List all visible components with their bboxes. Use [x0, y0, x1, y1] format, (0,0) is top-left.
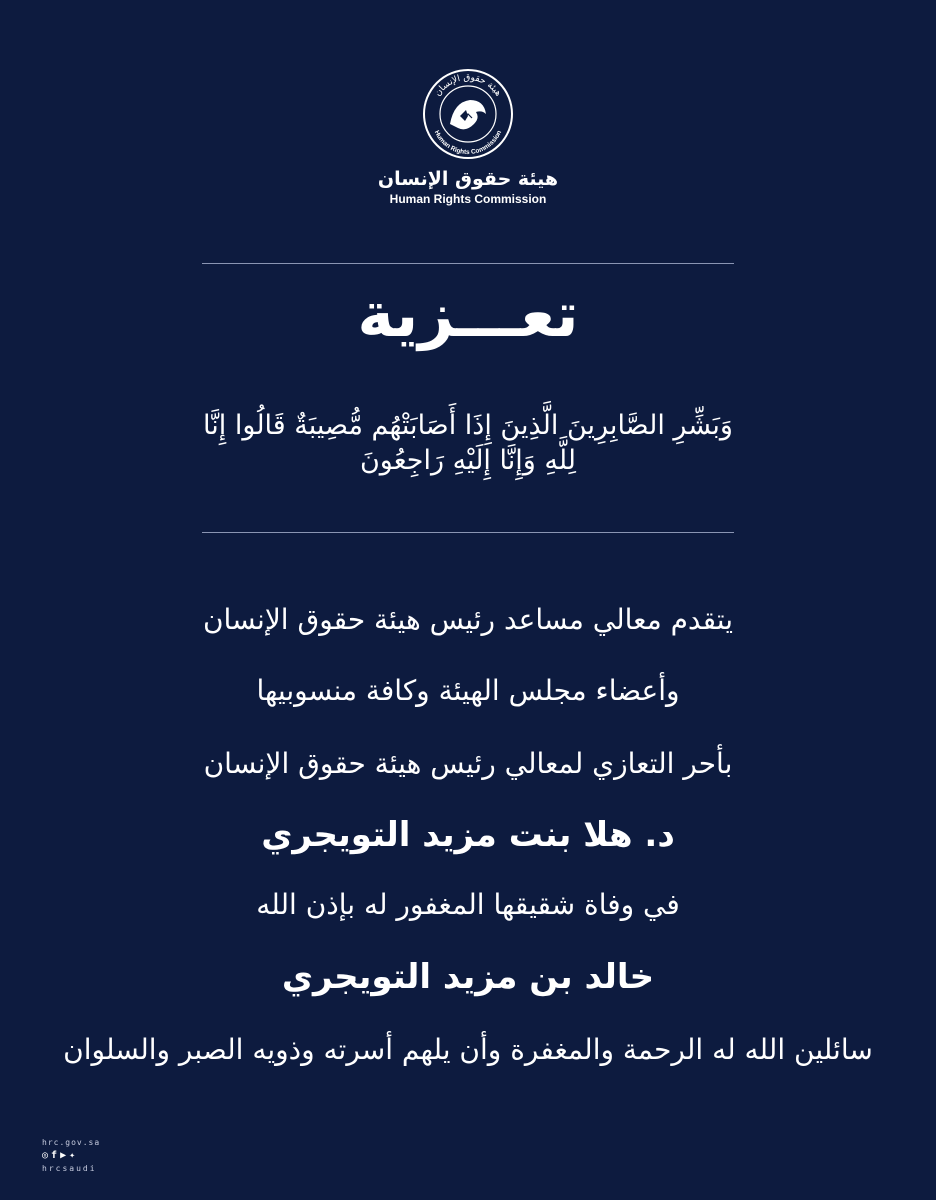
condolence-line-4: في وفاة شقيقها المغفور له بإذن الله: [256, 888, 680, 921]
top-divider: [202, 263, 734, 264]
hrc-seal-logo: [420, 66, 516, 162]
page-title: تعـــزية: [357, 278, 579, 351]
youtube-icon[interactable]: ▶: [60, 1150, 67, 1161]
condolence-line-3: بأحر التعازي لمعالي رئيس هيئة حقوق الإنسان: [203, 747, 733, 780]
facebook-icon[interactable]: f: [51, 1150, 58, 1161]
bottom-divider: [202, 532, 734, 533]
social-icons: [42, 1150, 100, 1161]
quran-verse-calligraphy: وَبَشِّرِ الصَّابِرِينَ الَّذِينَ إِذَا أَصَابَتْهُم مُّصِيبَةٌ قَالُوا إِنَّا لِلَّهِ وَإِنَّا إِلَيْهِ رَاجِعُونَ: [203, 410, 733, 477]
website-text: hrc.gov.sa: [42, 1138, 101, 1147]
svg-text:Human Rights Commission: Human Rights Commission: [432, 129, 504, 156]
org-name-english: Human Rights Commission: [389, 192, 547, 206]
org-header: [0, 66, 936, 206]
footer: [42, 1138, 100, 1173]
svg-text:هيئة حقوق الإنسان: هيئة حقوق الإنسان: [433, 72, 504, 99]
recipient-name: د. هلا بنت مزيد التويجري: [261, 815, 675, 855]
instagram-icon[interactable]: ◎: [42, 1150, 49, 1161]
condolence-line-5: سائلين الله له الرحمة والمغفرة وأن يلهم أسرته وذويه الصبر والسلوان: [63, 1033, 873, 1066]
deceased-name: خالد بن مزيد التويجري: [281, 957, 655, 997]
condolence-line-2: وأعضاء مجلس الهيئة وكافة منسوبيها: [256, 674, 680, 707]
social-handle: hrcsaudi: [42, 1164, 97, 1173]
org-name-arabic: هيئة حقوق الإنسان: [377, 168, 559, 190]
twitter-icon[interactable]: ✦: [69, 1150, 76, 1161]
condolence-line-1: يتقدم معالي مساعد رئيس هيئة حقوق الإنسان: [202, 603, 734, 636]
